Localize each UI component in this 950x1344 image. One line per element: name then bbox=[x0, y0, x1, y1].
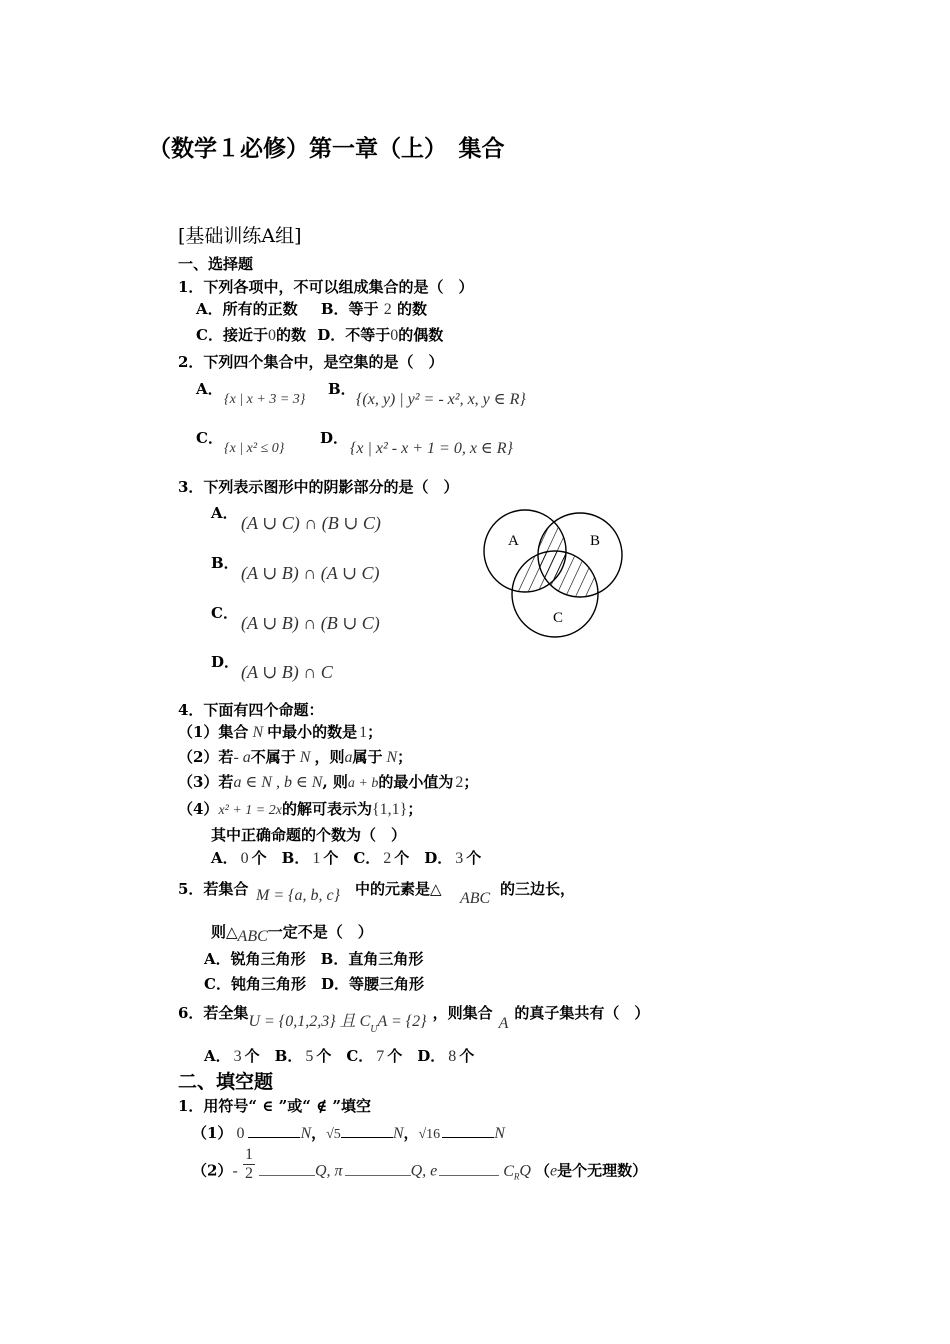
q4-p2-a: a bbox=[344, 749, 353, 766]
q4-p3-val: 2 bbox=[455, 774, 464, 791]
f1-l2-num: 1 bbox=[245, 1146, 253, 1163]
q4-prop-2 bbox=[178, 747, 412, 768]
q4-p2-then: ，则 bbox=[314, 748, 345, 766]
q4-prop-1 bbox=[178, 722, 382, 743]
venn-label-c: C bbox=[553, 610, 564, 626]
q4-opt-c-label: 个 C． bbox=[323, 849, 381, 867]
q6-a: A bbox=[498, 1015, 509, 1032]
f1-l1-sep2: ， bbox=[403, 1124, 419, 1142]
q3-label-c: C． bbox=[211, 604, 238, 622]
q4-p1-val: 1 bbox=[359, 724, 368, 741]
q4-ask: 其中正确命题的个数为（ ） bbox=[211, 826, 407, 844]
q4-p1-pre: （1）集合 bbox=[178, 723, 249, 741]
q4-p3-post: ； bbox=[463, 773, 479, 791]
q1-option-d: D．不等于 bbox=[317, 326, 391, 344]
f1-line1 bbox=[192, 1123, 505, 1145]
q5-set: M = {a, b, c} bbox=[256, 887, 341, 904]
section1-heading: 一、选择题 bbox=[178, 255, 254, 273]
q4-opt-c-val: 2 bbox=[383, 850, 392, 867]
q6-opt-a-label: A． bbox=[204, 1047, 231, 1065]
venn-label-b: B bbox=[590, 533, 601, 549]
q3-expr-d: (A ∪ B) ∩ C bbox=[241, 662, 333, 682]
q2-expr-d: {x | x² - x + 1 = 0, x ∈ R} bbox=[350, 440, 513, 457]
q4-p3-sum: a + b bbox=[347, 776, 379, 791]
f1-blank-3[interactable] bbox=[442, 1123, 494, 1138]
q5-stem-post: 的三边长， bbox=[500, 880, 576, 898]
q6-post: 的真子集共有（ ） bbox=[514, 1004, 650, 1022]
f1-l1-sep1: ， bbox=[311, 1124, 327, 1142]
q3-expr-a: (A ∪ C) ∩ (B ∪ C) bbox=[241, 513, 381, 533]
q2-label-c: C． bbox=[196, 429, 223, 447]
q4-p2-n2: N bbox=[386, 749, 398, 766]
q3-expr-b: (A ∪ B) ∩ (A ∪ C) bbox=[241, 563, 380, 583]
q5-triangle: ABC bbox=[460, 890, 491, 907]
q4-opt-b-label: 个 B． bbox=[251, 849, 310, 867]
q1-option-d-post: 的偶数 bbox=[398, 326, 444, 344]
q4-p4-set: {1,1} bbox=[371, 801, 408, 818]
f1-blank-5[interactable] bbox=[345, 1161, 411, 1176]
q4-p2-pre: （2）若 bbox=[178, 748, 234, 766]
f1-l1-sqrt16: √16 bbox=[418, 1127, 441, 1142]
q4-p3-pre: （3）若 bbox=[178, 773, 234, 791]
q6-opt-d-val: 8 bbox=[448, 1048, 457, 1065]
q4-opt-d-label: 个 D． bbox=[394, 849, 453, 867]
f1-l2-sub-r: R bbox=[513, 1171, 520, 1182]
q4-p2-n: N bbox=[299, 749, 311, 766]
q1-option-c-num: 0 bbox=[267, 327, 276, 344]
q6-opt-tail: 个 bbox=[459, 1047, 475, 1065]
q4-p3-mid: 的最小值为 bbox=[378, 773, 454, 791]
q6-mid: ，则集合 bbox=[432, 1004, 493, 1022]
q1-option-b-num: 2 bbox=[383, 301, 392, 318]
q1-option-a: A．所有的正数 bbox=[196, 300, 298, 318]
q4-p1-post: ； bbox=[367, 723, 383, 741]
q4-opt-b-val: 1 bbox=[312, 850, 321, 867]
q3-expr-c: (A ∪ B) ∩ (B ∪ C) bbox=[241, 613, 380, 633]
q4-p4-pre: （4） bbox=[178, 800, 219, 818]
f1-l1-sqrt5: √5 bbox=[326, 1127, 341, 1142]
q6-opt-a-val: 3 bbox=[233, 1048, 242, 1065]
f1-l1-n2: N bbox=[392, 1125, 404, 1142]
f1-l2-note-pre: （ bbox=[534, 1161, 550, 1180]
q6-opt-b-val: 5 bbox=[305, 1048, 314, 1065]
q1-options-cd bbox=[196, 325, 443, 346]
q3-label-b: B． bbox=[211, 554, 239, 572]
q3-label-a: A． bbox=[211, 504, 238, 522]
f1-blank-6[interactable] bbox=[439, 1161, 499, 1176]
f1-line2 bbox=[192, 1146, 648, 1187]
q1-options-ab bbox=[196, 299, 427, 320]
q2-label-d: D． bbox=[320, 429, 349, 447]
q1-option-d-num: 0 bbox=[390, 327, 399, 344]
f1-l1-zero: 0 bbox=[236, 1125, 245, 1142]
q2-label-a: A． bbox=[196, 380, 223, 398]
f1-l2-q-pi: Q, π bbox=[315, 1162, 343, 1180]
q4-p1-set: N bbox=[252, 724, 264, 741]
f1-l2-q-e: Q, e bbox=[410, 1162, 438, 1180]
f1-l2-e: e bbox=[549, 1162, 558, 1180]
q2-expr-b: {(x, y) | y² = - x², x, y ∈ R} bbox=[356, 391, 526, 408]
q5-line2-post: 一定不是（ ） bbox=[267, 923, 373, 941]
q4-p2-neg-a: - a bbox=[233, 749, 251, 766]
f1-blank-4[interactable] bbox=[259, 1161, 315, 1176]
q6-opt-d-label: 个 D． bbox=[387, 1047, 446, 1065]
q6-stem-pre: 6．若全集 bbox=[178, 1004, 249, 1022]
q2-stem: 2．下列四个集合中，是空集的是（ ） bbox=[178, 353, 444, 371]
q4-p4-eq: x² + 1 = 2x bbox=[218, 803, 282, 818]
q4-p2-post: ； bbox=[397, 748, 413, 766]
q3-label-d: D． bbox=[211, 653, 240, 671]
q5-options-ab: A．锐角三角形 B．直角三角形 bbox=[204, 950, 424, 968]
f1-l2-den: 2 bbox=[245, 1165, 253, 1182]
venn-diagram bbox=[478, 507, 630, 641]
q5-stem-pre: 5．若集合 bbox=[178, 880, 249, 898]
q6-opt-b-label: 个 B． bbox=[244, 1047, 303, 1065]
q4-stem: 4．下面有四个命题： bbox=[178, 701, 324, 719]
section2-heading: 二、填空题 bbox=[178, 1071, 274, 1093]
q6-stem bbox=[178, 1003, 650, 1035]
f1-blank-2[interactable] bbox=[341, 1123, 393, 1138]
q1-option-b-post: 的数 bbox=[397, 300, 428, 318]
q4-opt-tail: 个 bbox=[466, 849, 482, 867]
venn-label-a: A bbox=[508, 533, 519, 549]
q1-option-c: C．接近于 bbox=[196, 326, 268, 344]
q4-prop-3 bbox=[178, 772, 478, 794]
q4-p4-mid: 的解可表示为 bbox=[281, 800, 372, 818]
q4-p2-mid: 不属于 bbox=[250, 748, 296, 766]
q6-sub-u: U bbox=[370, 1024, 378, 1035]
q4-p3-cond: a ∈ N , b ∈ N bbox=[233, 774, 323, 791]
q6-opt-c-label: 个 C． bbox=[316, 1047, 374, 1065]
q4-opt-a-val: 0 bbox=[240, 850, 249, 867]
q5-line2-pre: 则△ bbox=[211, 923, 238, 941]
f1-l2-c: C bbox=[503, 1162, 514, 1180]
f1-l1-n3: N bbox=[494, 1125, 505, 1142]
q4-options bbox=[211, 848, 481, 869]
q2-label-b: B． bbox=[328, 380, 356, 398]
q4-opt-a-label: A． bbox=[211, 849, 238, 867]
f1-l1-n1: N bbox=[300, 1125, 312, 1142]
f1-l2-note: 是个无理数） bbox=[557, 1161, 648, 1180]
q1-option-b: B．等于 bbox=[320, 300, 379, 318]
f1-stem: 1．用符号“ ∈ ”或“ ∉ ”填空 bbox=[178, 1097, 372, 1115]
page-title: （数学１必修）第一章（上） 集合 bbox=[148, 135, 505, 162]
q4-p1-mid: 中最小的数是 bbox=[267, 723, 358, 741]
q4-p2-in: 属于 bbox=[352, 748, 383, 766]
q1-option-c-post: 的数 bbox=[275, 326, 306, 344]
q6-options bbox=[204, 1046, 474, 1067]
f1-l2-fraction bbox=[243, 1146, 255, 1183]
f1-l2-pre: （2） bbox=[192, 1161, 233, 1180]
f1-l1-pre: （1） bbox=[192, 1124, 233, 1142]
q4-opt-d-val: 3 bbox=[455, 850, 464, 867]
f1-l2-cq: Q bbox=[519, 1162, 531, 1180]
q4-prop-4 bbox=[178, 799, 422, 821]
q4-p3-then: , 则 bbox=[322, 773, 348, 791]
f1-blank-1[interactable] bbox=[248, 1123, 300, 1138]
q1-stem: 1．下列各项中，不可以组成集合的是（ ） bbox=[178, 278, 474, 296]
q6-opt-c-val: 7 bbox=[376, 1048, 385, 1065]
q4-p4-post: ； bbox=[407, 800, 423, 818]
q6-expr2: A = {2} bbox=[377, 1013, 427, 1030]
q3-stem: 3．下列表示图形中的阴影部分的是（ ） bbox=[178, 478, 459, 496]
q5-line2-tri: ABC bbox=[237, 928, 268, 945]
q2-expr-a: {x | x + 3 = 3} bbox=[224, 392, 306, 407]
q5-options-cd: C．钝角三角形 D．等腰三角形 bbox=[204, 975, 424, 993]
q6-expr: U = {0,1,2,3} 且 C bbox=[248, 1013, 371, 1030]
q5-line2 bbox=[211, 922, 373, 943]
q2-expr-c: {x | x² ≤ 0} bbox=[224, 441, 285, 456]
group-heading: [基础训练A组] bbox=[178, 225, 302, 247]
q5-stem-mid: 中的元素是△ bbox=[355, 880, 442, 898]
f1-l2-minus: - bbox=[232, 1162, 238, 1180]
